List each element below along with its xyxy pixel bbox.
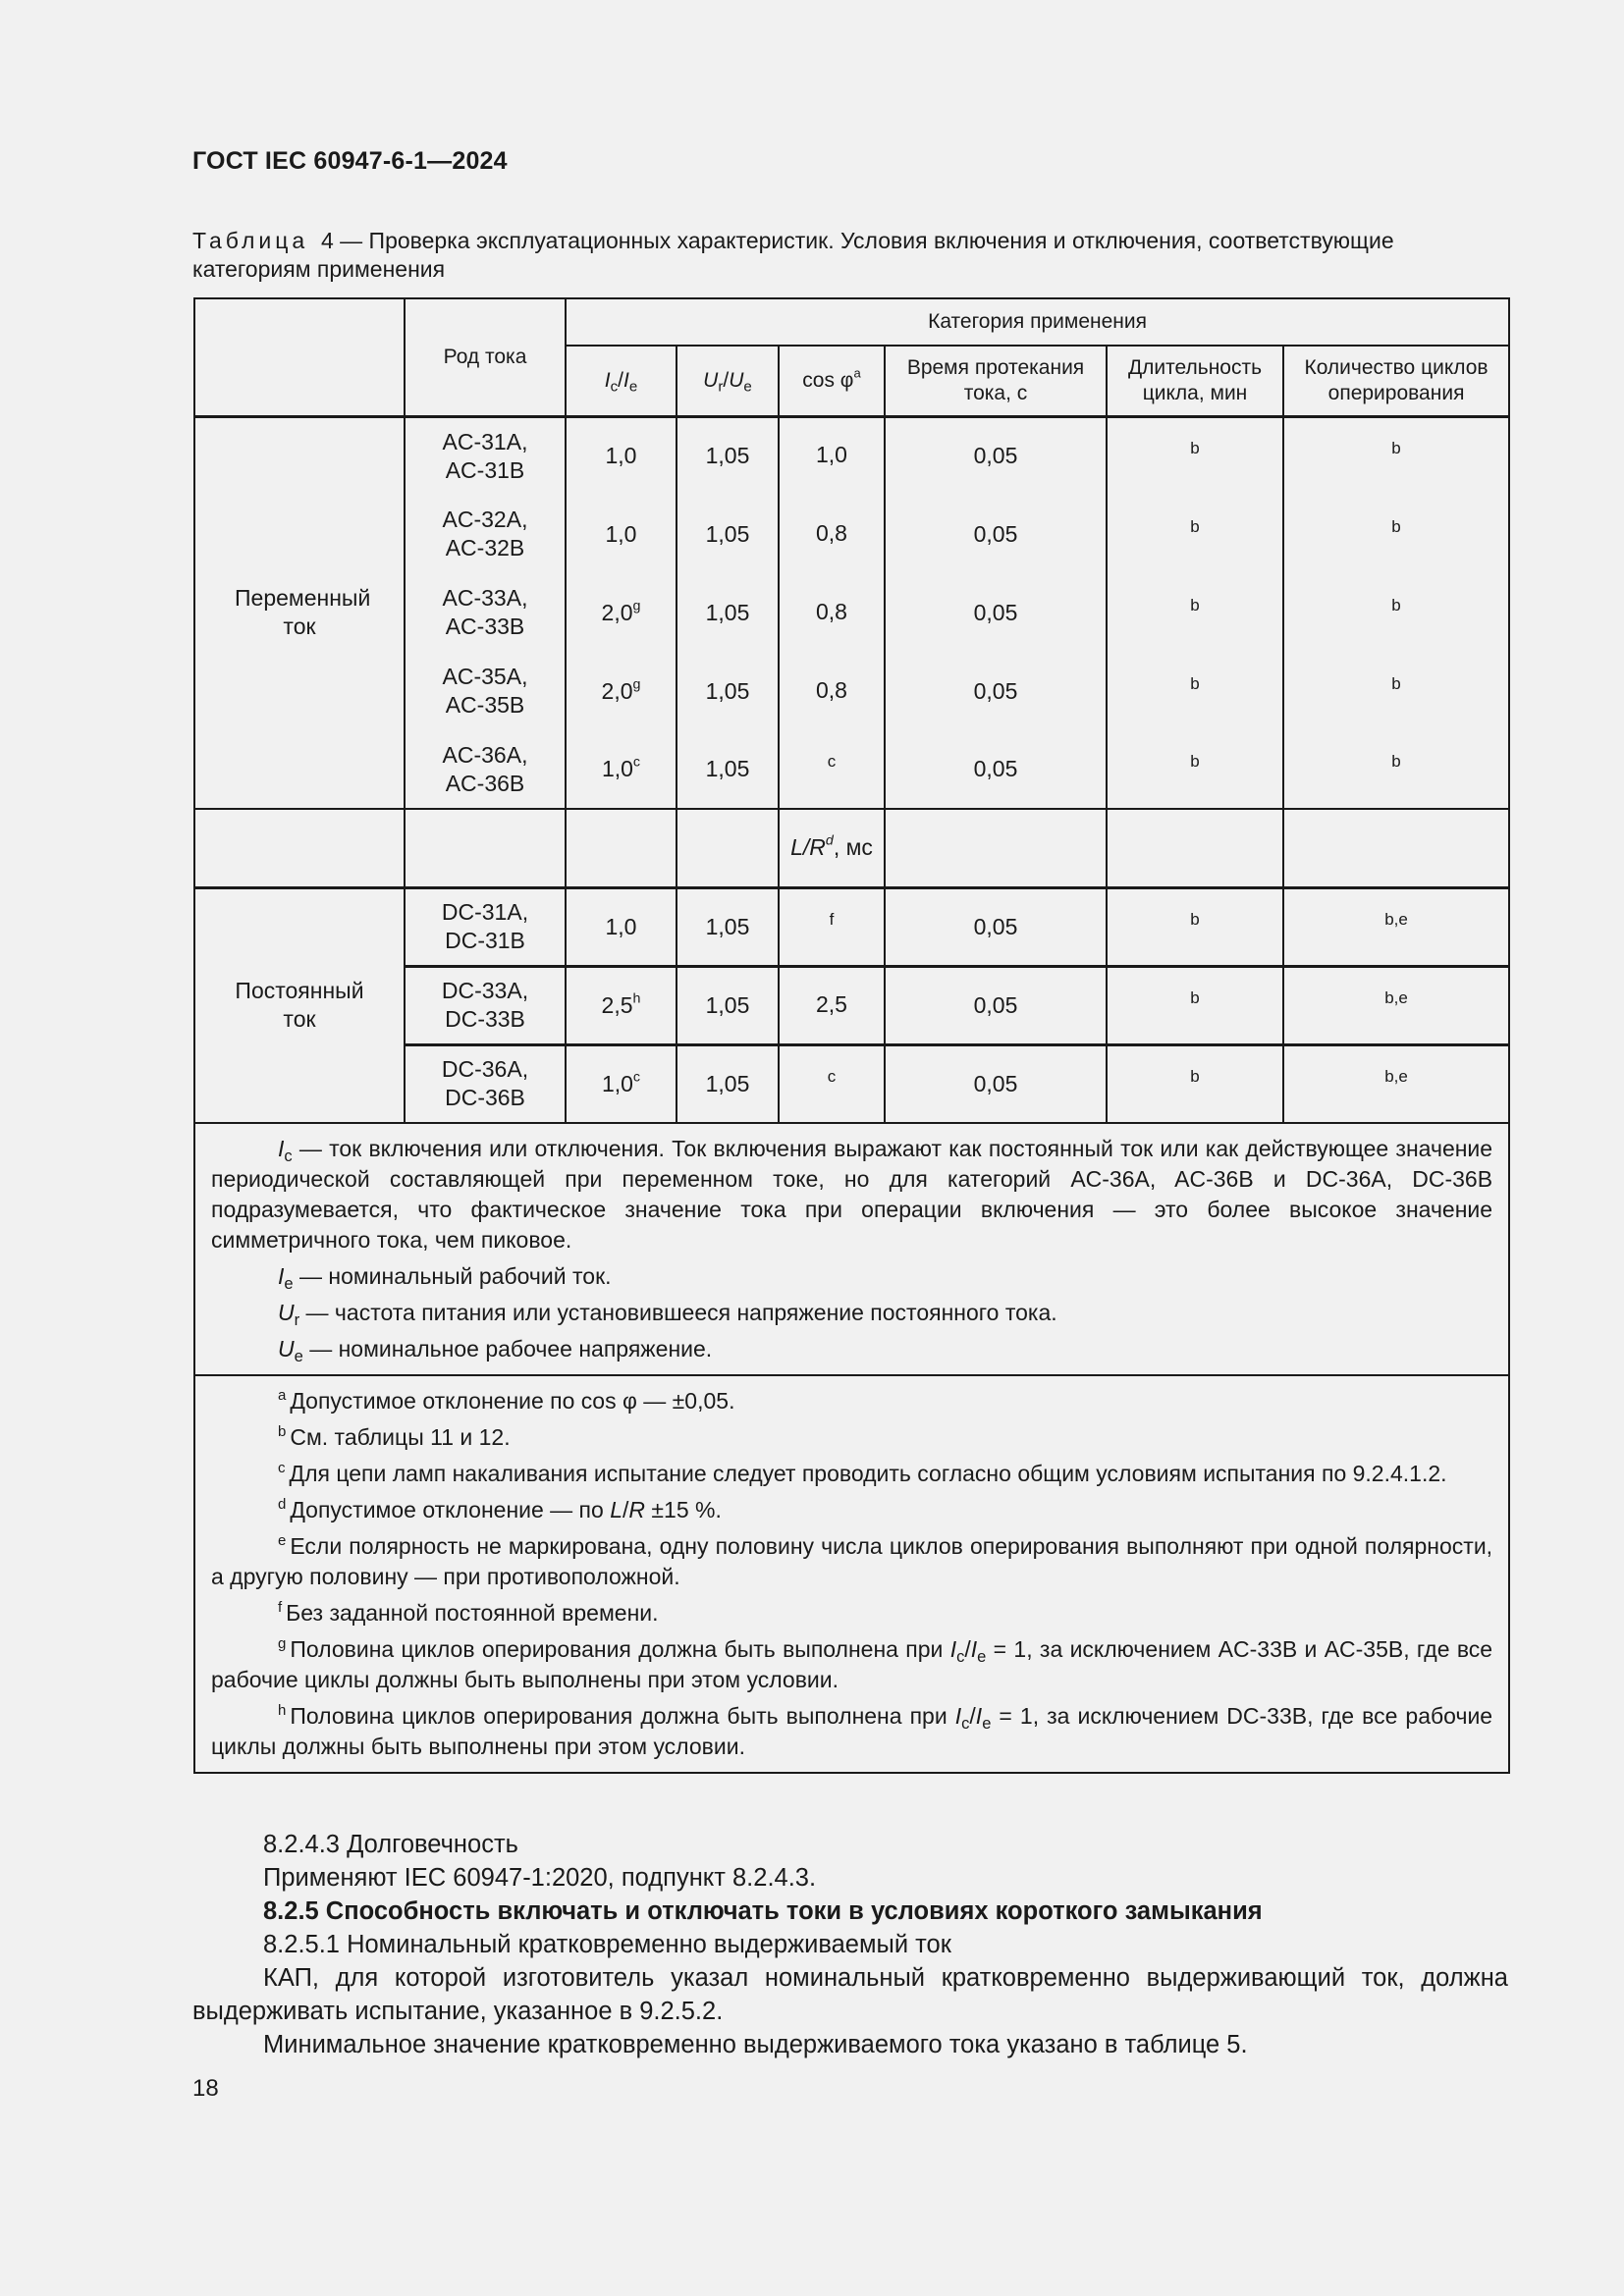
footnotes-row (194, 1375, 1509, 1773)
footnote-c: $^c$ Для цепи ламп накаливания испытание следует проводить согласно общим условиям испытания по 9.2.4.1.2. (278, 1460, 1447, 1486)
definitions-row (194, 1123, 1509, 1375)
dc-group-label: Постоянный ток (194, 887, 405, 1123)
cycle-cell: b (1107, 573, 1283, 652)
empty-cell (885, 809, 1107, 887)
page-number: 18 (192, 2075, 219, 2102)
time-cell: 0,05 (885, 1044, 1107, 1123)
time-cell: 0,05 (885, 887, 1107, 966)
ops-cell: b (1283, 573, 1509, 652)
caption-number: 4 (320, 228, 334, 253)
table-4 (193, 297, 1510, 1774)
category-cell: DC-31A, DC-31B (405, 887, 566, 966)
ops-cell: b (1283, 495, 1509, 573)
cycle-cell: b (1107, 495, 1283, 573)
ic-cell: 2,0$^g$ (566, 573, 677, 652)
body-text (192, 1828, 1508, 2061)
cycle-cell: b (1107, 887, 1283, 966)
ic-cell: 1,0 (566, 416, 677, 495)
lr-cell: 2,5 (779, 966, 885, 1044)
footnote-e: $^e$ Если полярность не маркирована, одну половину числа циклов оперирования выполняют при одной полярности, а другую половину — при противоположной. (211, 1532, 1493, 1589)
ur-cell: 1,05 (677, 887, 779, 966)
ic-cell: 1,0 (566, 887, 677, 966)
cos-cell: 0,8 (779, 573, 885, 652)
time-cell: 0,05 (885, 495, 1107, 573)
cycle-cell: b (1107, 966, 1283, 1044)
clause-text: Минимальное значение кратковременно выдерживаемого тока указано в таблице 5. (263, 2031, 1248, 2058)
cos-cell: c (779, 730, 885, 809)
empty-cell (405, 809, 566, 887)
footnote-b: $^b$ См. таблицы 11 и 12. (278, 1423, 511, 1450)
ops-cell: b,e (1283, 1044, 1509, 1123)
category-cell: AC-33A, AC-33B (405, 573, 566, 652)
empty-cell (194, 809, 405, 887)
header-ur-ue: $U_r/U_e$ (677, 346, 779, 416)
category-cell: AC-32A, AC-32B (405, 495, 566, 573)
ic-cell: 1,0$^c$ (566, 730, 677, 809)
cycle-cell: b (1107, 652, 1283, 730)
ur-cell: 1,05 (677, 495, 779, 573)
ur-cell: 1,05 (677, 652, 779, 730)
header-cos-phi: $\cos \varphi^a$ (779, 346, 885, 416)
lr-cell: c (779, 1044, 885, 1123)
empty-cell (566, 809, 677, 887)
clause-8-2-4-3: 8.2.4.3 Долговечность (263, 1831, 518, 1858)
clause-8-2-5-1: 8.2.5.1 Номинальный кратковременно выдерживаемый ток (263, 1931, 951, 1958)
cos-cell: 0,8 (779, 495, 885, 573)
ur-cell: 1,05 (677, 966, 779, 1044)
caption-text: — Проверка эксплуатационных характеристик. Условия включения и отключения, соответствующие категориям применения (192, 228, 1394, 282)
footnote-h: $^h$ Половина циклов оперирования должна быть выполнена при $I_c/I_e = 1$, за исключением DC-33B, где все рабочие циклы должны быть выполнены при этом условии. (211, 1702, 1493, 1759)
category-cell: AC-35A, AC-35B (405, 652, 566, 730)
document-header: ГОСТ IEC 60947-6-1—2024 (192, 147, 508, 175)
ic-cell: 2,5$^h$ (566, 966, 677, 1044)
cycle-cell: b (1107, 416, 1283, 495)
definition-ic: $I_c$ — ток включения или отключения. Ток включения выражают как постоянный ток или как действующее значение периодической составляющей при переменном токе, но для категорий AC-36A, AC-36B и DC-36A, DC-36B подразумевается, что фактическое значение тока при операции включения — это более высокое значение симметричного тока, чем пиковое. (211, 1136, 1493, 1253)
ur-cell: 1,05 (677, 416, 779, 495)
table-row (194, 887, 1509, 966)
caption-label: Таблица (192, 228, 309, 253)
definitions-block (194, 1123, 1509, 1375)
ops-cell: b,e (1283, 966, 1509, 1044)
header-lr: $L/R^d$, мс (779, 809, 885, 887)
time-cell: 0,05 (885, 730, 1107, 809)
ur-cell: 1,05 (677, 573, 779, 652)
footnote-a: $^a$ Допустимое отклонение по cos φ — ±0,05. (278, 1387, 735, 1414)
header-ops: Количество циклов оперирования (1283, 346, 1509, 416)
category-cell: DC-33A, DC-33B (405, 966, 566, 1044)
ic-cell: 2,0$^g$ (566, 652, 677, 730)
definition-ie: $I_e$ — номинальный рабочий ток. (278, 1263, 612, 1293)
header-category: Категория применения (566, 298, 1509, 346)
ur-cell: 1,05 (677, 1044, 779, 1123)
category-cell: DC-36A, DC-36B (405, 1044, 566, 1123)
header-ic-ie: $I_c/I_e$ (566, 346, 677, 416)
header-blank (194, 298, 405, 416)
time-cell: 0,05 (885, 966, 1107, 1044)
ic-cell: 1,0 (566, 495, 677, 573)
time-cell: 0,05 (885, 416, 1107, 495)
cos-cell: 0,8 (779, 652, 885, 730)
footnote-d: $^d$ Допустимое отклонение — по L/R ±15 %. (278, 1496, 722, 1522)
category-cell: AC-31A, AC-31B (405, 416, 566, 495)
ic-cell: 1,0$^c$ (566, 1044, 677, 1123)
header-time: Время протекания тока, с (885, 346, 1107, 416)
cos-cell: 1,0 (779, 416, 885, 495)
empty-cell (677, 809, 779, 887)
category-cell: AC-36A, AC-36B (405, 730, 566, 809)
ur-cell: 1,05 (677, 730, 779, 809)
ops-cell: b (1283, 652, 1509, 730)
lr-row (194, 809, 1509, 887)
ops-cell: b (1283, 416, 1509, 495)
lr-cell: f (779, 887, 885, 966)
time-cell: 0,05 (885, 652, 1107, 730)
clause-text: КАП, для которой изготовитель указал номинальный кратковременно выдерживающий ток, должна выдерживать испытание, указанное в 9.2.5.2. (192, 1964, 1508, 2025)
clause-8-2-5: 8.2.5 Способность включать и отключать токи в условиях короткого замыкания (263, 1897, 1263, 1925)
footnote-g: $^g$ Половина циклов оперирования должна быть выполнена при $I_c/I_e = 1$, за исключением AC-33B и AC-35B, где все рабочие циклы должны быть выполнены при этом условии. (211, 1635, 1493, 1692)
ac-group-label: Переменный ток (194, 416, 405, 809)
cycle-cell: b (1107, 1044, 1283, 1123)
footnotes-block (194, 1375, 1509, 1773)
cycle-cell: b (1107, 730, 1283, 809)
definition-ur: $U_r$ — частота питания или установившееся напряжение постоянного тока. (278, 1300, 1057, 1329)
header-current-kind: Род тока (405, 298, 566, 416)
ops-cell: b,e (1283, 887, 1509, 966)
time-cell: 0,05 (885, 573, 1107, 652)
clause-text: Применяют IEC 60947-1:2020, подпункт 8.2.4.3. (263, 1864, 817, 1892)
header-cycle: Длительность цикла, мин (1107, 346, 1283, 416)
footnote-f: $^f$ Без заданной постоянной времени. (278, 1599, 659, 1626)
ops-cell: b (1283, 730, 1509, 809)
definition-ue: $U_e$ — номинальное рабочее напряжение. (278, 1336, 713, 1365)
empty-cell (1283, 809, 1509, 887)
table-row (194, 416, 1509, 495)
empty-cell (1107, 809, 1283, 887)
table-caption (192, 227, 1508, 284)
